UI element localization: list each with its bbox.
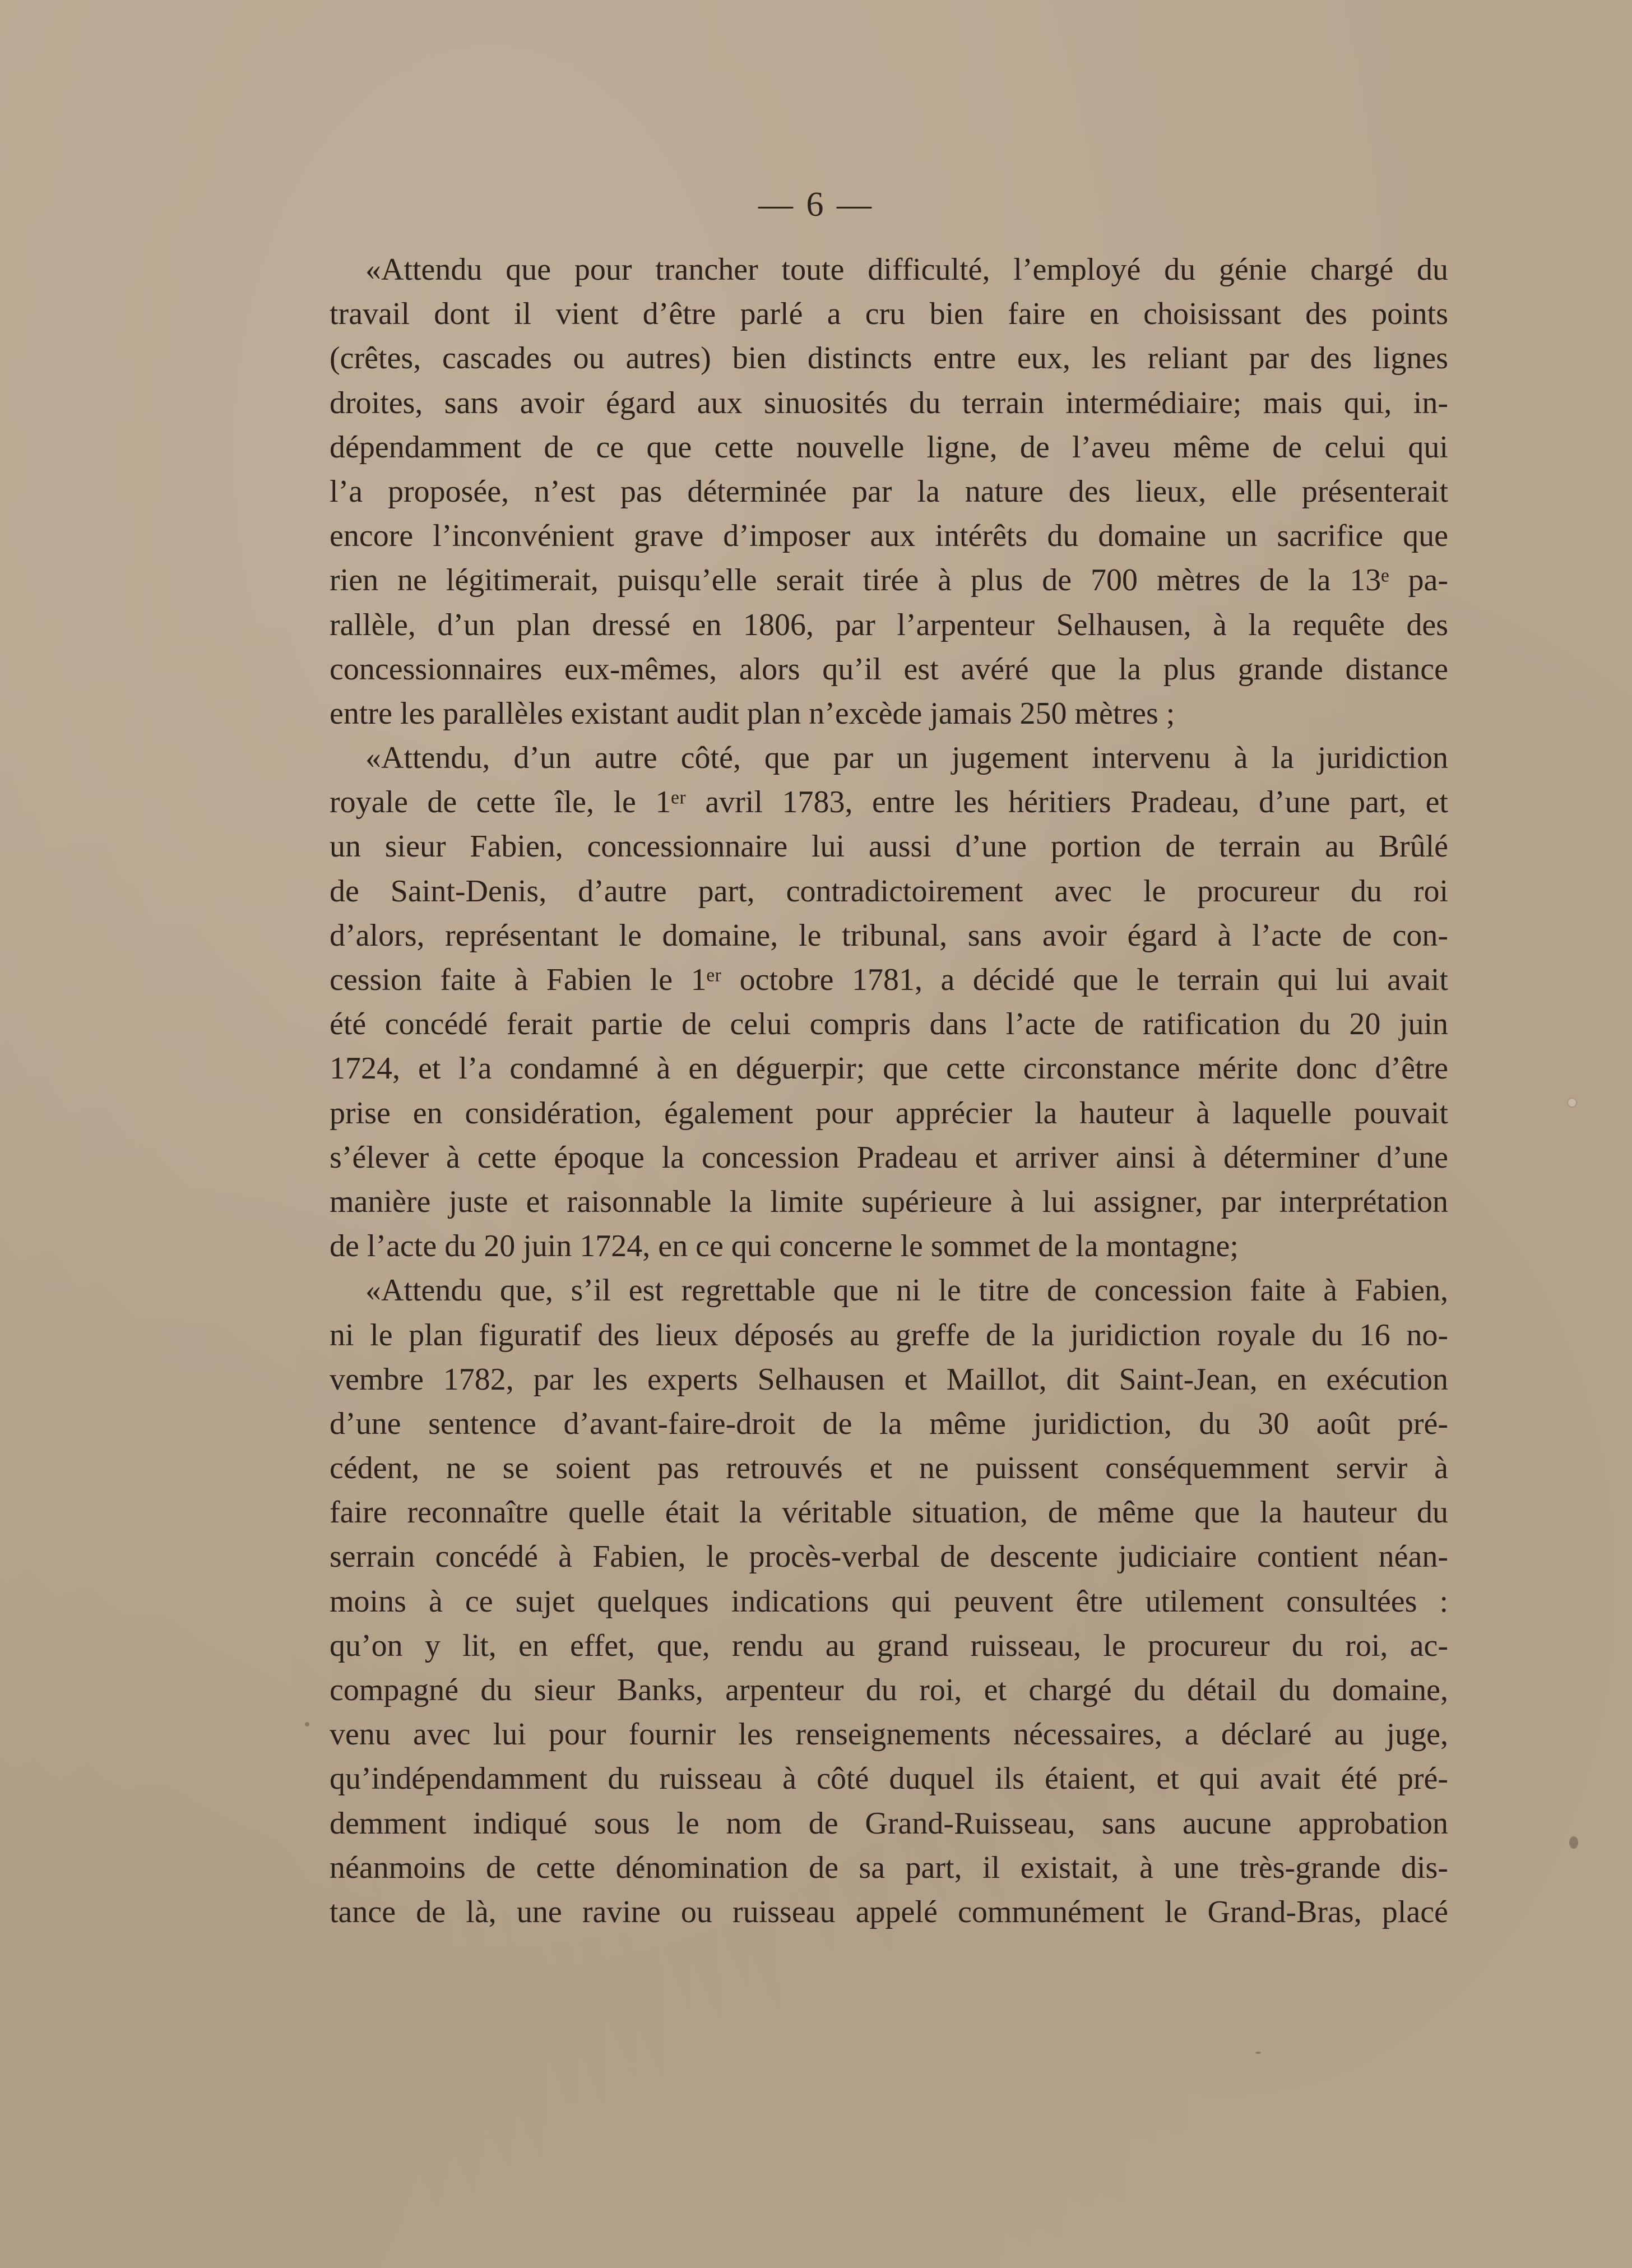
paper-speck	[1567, 1098, 1577, 1108]
text-line: prise en considération, également pour apprécier la hauteur à laquelle pouvait	[330, 1095, 1448, 1131]
paper-speck	[305, 1722, 309, 1727]
text-line: l’a proposée, n’est pas déterminée par la nature des lieux, elle présenterait	[330, 474, 1448, 509]
text-line: un sieur Fabien, concessionnaire lui aussi d’une portion de terrain au Brûlé	[330, 829, 1448, 864]
text-line: manière juste et raisonnable la limite supérieure à lui assigner, par interprétation	[330, 1184, 1448, 1219]
text-line: vembre 1782, par les experts Selhausen et Maillot, dit Saint-Jean, en exécution	[330, 1362, 1448, 1397]
text-line: rallèle, d’un plan dressé en 1806, par l’arpenteur Selhausen, à la requête des	[330, 607, 1448, 642]
text-line: néanmoins de cette dénomination de sa part, il existait, à une très-grande dis-	[330, 1850, 1448, 1885]
text-line: moins à ce sujet quelques indications qui peuvent être utilement consultées :	[330, 1584, 1448, 1619]
paper-speck	[1255, 2052, 1261, 2054]
text-line: faire reconnaître quelle était la véritable situation, de même que la hauteur du	[330, 1495, 1448, 1530]
paper-speck	[1569, 1836, 1578, 1849]
text-line: (crêtes, cascades ou autres) bien distincts entre eux, les reliant par des lignes	[330, 341, 1448, 376]
text-line: qu’indépendamment du ruisseau à côté duquel ils étaient, et qui avait été pré-	[330, 1761, 1448, 1797]
text-line: compagné du sieur Banks, arpenteur du roi, et chargé du détail du domaine,	[330, 1673, 1448, 1707]
text-line: d’une sentence d’avant-faire-droit de la même juridiction, du 30 août pré-	[330, 1406, 1448, 1441]
text-line: venu avec lui pour fournir les renseignements nécessaires, a déclaré au juge,	[330, 1717, 1448, 1752]
body-text	[330, 248, 1448, 1934]
text-line: 1724, et l’a condamné à en déguerpir; que cette circonstance mérite donc d’être	[330, 1051, 1448, 1086]
page-number: — 6 —	[758, 186, 874, 224]
text-line: cession faite à Fabien le 1ᵉʳ octobre 1781, a décidé que le terrain qui lui avait	[330, 962, 1448, 997]
text-line: demment indiqué sous le nom de Grand-Ruisseau, sans aucune approbation	[330, 1806, 1448, 1841]
text-line: serrain concédé à Fabien, le procès-verbal de descente judiciaire contient néan-	[330, 1539, 1448, 1575]
text-line: «Attendu que, s’il est regrettable que ni le titre de concession faite à Fabien,	[365, 1273, 1448, 1308]
text-line: «Attendu, d’un autre côté, que par un jugement intervenu à la juridiction	[365, 740, 1448, 776]
text-line: dépendamment de ce que cette nouvelle ligne, de l’aveu même de celui qui	[330, 429, 1448, 465]
text-line: de l’acte du 20 juin 1724, en ce qui concerne le sommet de la montagne;	[330, 1229, 1239, 1264]
text-line: qu’on y lit, en effet, que, rendu au grand ruisseau, le procureur du roi, ac-	[330, 1628, 1448, 1663]
text-line: de Saint-Denis, d’autre part, contradictoirement avec le procureur du roi	[330, 873, 1448, 909]
text-line: concessionnaires eux-mêmes, alors qu’il est avéré que la plus grande distance	[330, 651, 1448, 687]
text-line: rien ne légitimerait, puisqu’elle serait tirée à plus de 700 mètres de la 13ᵉ pa-	[330, 563, 1448, 598]
text-line: s’élever à cette époque la concession Pradeau et arriver ainsi à déterminer d’une	[330, 1140, 1448, 1175]
text-line: d’alors, représentant le domaine, le tribunal, sans avoir égard à l’acte de con-	[330, 918, 1448, 953]
text-line: droites, sans avoir égard aux sinuosités du terrain intermédiaire; mais qui, in-	[330, 385, 1448, 420]
text-line: travail dont il vient d’être parlé a cru bien faire en choisissant des points	[330, 297, 1448, 332]
text-line: encore l’inconvénient grave d’imposer aux intérêts du domaine un sacrifice que	[330, 519, 1448, 554]
text-line: ni le plan figuratif des lieux déposés au greffe de la juridiction royale du 16 no-	[330, 1317, 1448, 1353]
text-line: tance de là, une ravine ou ruisseau appelé communément le Grand-Bras, placé	[330, 1894, 1448, 1929]
text-line: cédent, ne se soient pas retrouvés et ne puissent conséquemment servir à	[330, 1451, 1448, 1486]
text-line: «Attendu que pour trancher toute difficulté, l’employé du génie chargé du	[365, 252, 1448, 287]
text-line: été concédé ferait partie de celui compris dans l’acte de ratification du 20 juin	[330, 1007, 1448, 1042]
text-line: royale de cette île, le 1ᵉʳ avril 1783, entre les héritiers Pradeau, d’une part, et	[330, 785, 1448, 820]
text-line: entre les parallèles existant audit plan n’excède jamais 250 mètres ;	[330, 696, 1175, 731]
